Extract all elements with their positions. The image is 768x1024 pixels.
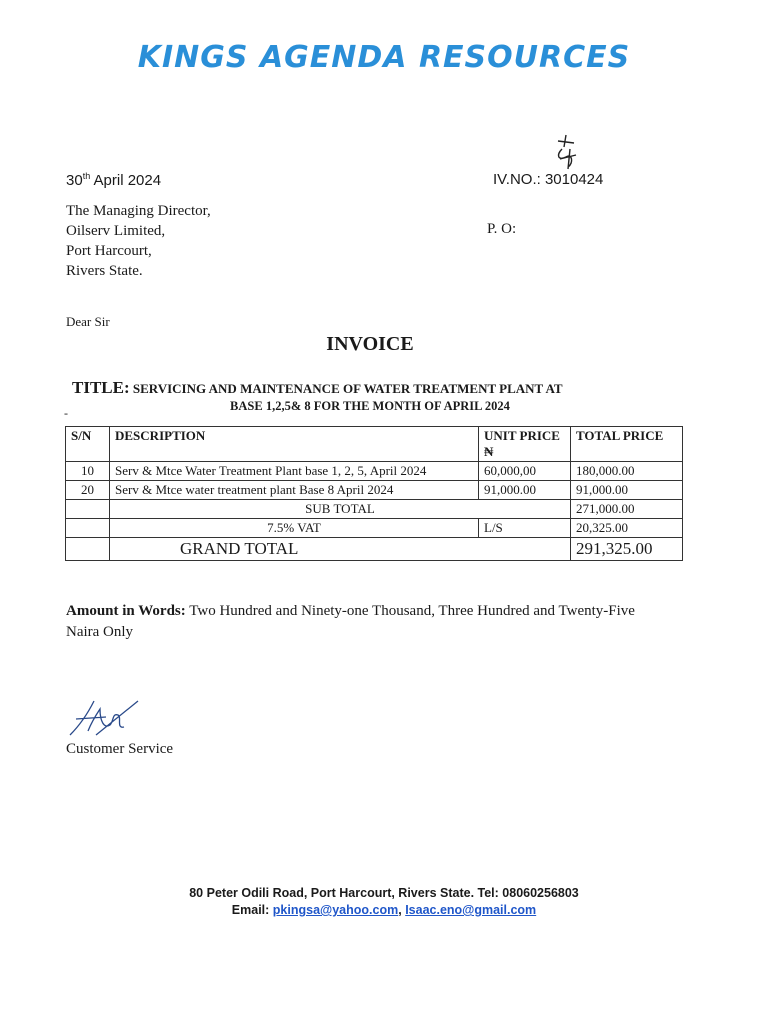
po-label: P. O: bbox=[487, 221, 517, 237]
email-separator: , bbox=[398, 903, 402, 917]
footer-emails bbox=[0, 902, 768, 919]
title-line-1 bbox=[72, 378, 563, 398]
subtotal-value: 271,000.00 bbox=[571, 500, 683, 519]
cell-total-price: 180,000.00 bbox=[571, 462, 683, 481]
grand-total-row bbox=[66, 538, 683, 561]
handwritten-signature bbox=[66, 695, 146, 746]
document-heading: INVOICE bbox=[326, 333, 414, 355]
table-row bbox=[66, 462, 683, 481]
vat-label: 7.5% VAT bbox=[110, 519, 479, 538]
footer-address: 80 Peter Odili Road, Port Harcourt, Rivers State. Tel: 08060256803 bbox=[189, 886, 579, 900]
email-link-2[interactable]: Isaac.eno@gmail.com bbox=[405, 903, 537, 917]
email-label: Email: bbox=[231, 903, 270, 917]
salutation: Dear Sir bbox=[66, 314, 110, 329]
email-link-1[interactable]: pkingsa@yahoo.com bbox=[272, 903, 399, 917]
cell-empty bbox=[66, 519, 110, 538]
title-text: SERVICING AND MAINTENANCE OF WATER TREATMENT PLANT AT bbox=[132, 381, 563, 396]
header-description: DESCRIPTION bbox=[110, 427, 479, 462]
address-line: Port Harcourt, bbox=[66, 243, 152, 259]
title-line-2: BASE 1,2,5& 8 FOR THE MONTH OF APRIL 2024 bbox=[230, 399, 510, 413]
company-name: KINGS AGENDA RESOURCES bbox=[137, 40, 631, 75]
cell-empty bbox=[66, 500, 110, 519]
grand-total-value: 291,325.00 bbox=[571, 538, 683, 561]
address-line: The Managing Director, bbox=[66, 203, 211, 219]
table-header-row bbox=[66, 427, 683, 462]
title-label: TITLE: bbox=[72, 378, 130, 397]
footer bbox=[0, 885, 768, 919]
address-line: Oilserv Limited, bbox=[66, 223, 166, 239]
stray-mark: - bbox=[64, 406, 68, 420]
vat-row bbox=[66, 519, 683, 538]
cell-unit-price: 60,000,00 bbox=[479, 462, 571, 481]
signatory-title: Customer Service bbox=[66, 741, 174, 757]
table-row bbox=[66, 481, 683, 500]
amount-words-text: Two Hundred and Ninety-one Thousand, Three Hundred and Twenty-Five Naira Only bbox=[66, 603, 635, 640]
header-sn: S/N bbox=[66, 427, 110, 462]
cell-unit-price: 91,000.00 bbox=[479, 481, 571, 500]
invoice-date: 30th April 2024 bbox=[66, 171, 162, 189]
cell-description: Serv & Mtce Water Treatment Plant base 1, 2, 5, April 2024 bbox=[110, 462, 479, 481]
invoice-table bbox=[65, 426, 683, 561]
address-line: Rivers State. bbox=[66, 263, 143, 279]
amount-words-label: Amount in Words: bbox=[66, 603, 186, 619]
amount-in-words bbox=[66, 601, 666, 643]
header-unit-price: UNIT PRICE ₦ bbox=[479, 427, 571, 462]
subtotal-row bbox=[66, 500, 683, 519]
cell-description: Serv & Mtce water treatment plant Base 8 April 2024 bbox=[110, 481, 479, 500]
grand-total-label: GRAND TOTAL bbox=[110, 538, 571, 561]
cell-sn: 10 bbox=[66, 462, 110, 481]
vat-unit: L/S bbox=[479, 519, 571, 538]
vat-value: 20,325.00 bbox=[571, 519, 683, 538]
cell-total-price: 91,000.00 bbox=[571, 481, 683, 500]
recipient-address bbox=[66, 201, 211, 281]
subtotal-label: SUB TOTAL bbox=[110, 500, 571, 519]
invoice-number: IV.NO.: 3010424 bbox=[493, 171, 604, 188]
header-total-price: TOTAL PRICE bbox=[571, 427, 683, 462]
cell-sn: 20 bbox=[66, 481, 110, 500]
cell-empty bbox=[66, 538, 110, 561]
